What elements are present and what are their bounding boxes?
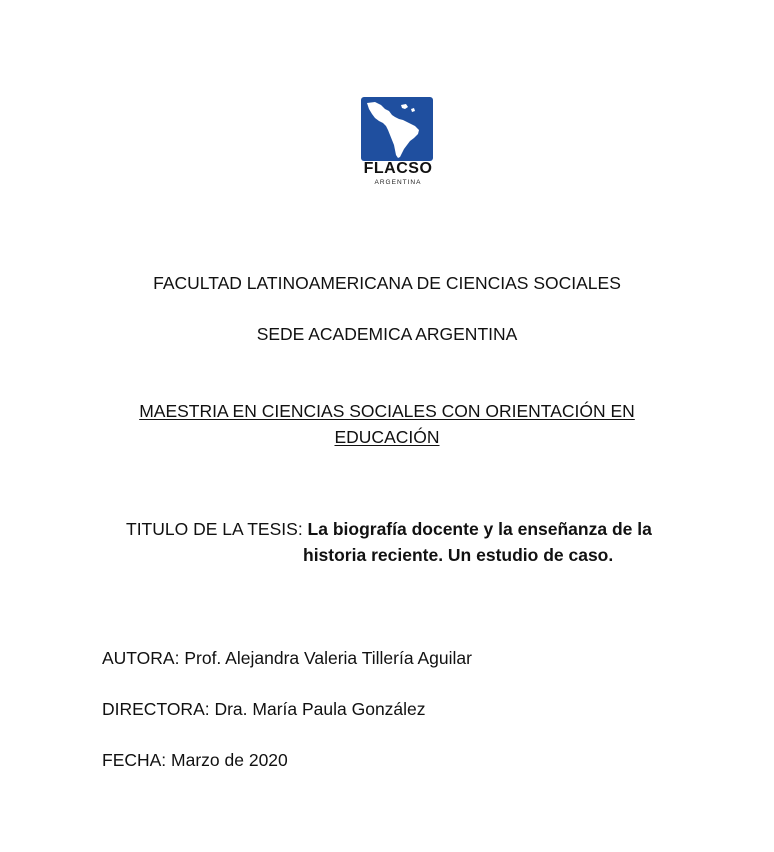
thesis-title-line1: La biografía docente y la enseñanza de la	[307, 519, 652, 539]
flacso-logo	[358, 95, 438, 195]
author-line: AUTORA: Prof. Alejandra Valeria Tillería Aguilar	[102, 648, 472, 668]
program-title-line1: MAESTRIA EN CIENCIAS SOCIALES CON ORIENTACIÓN EN	[139, 401, 635, 421]
director-line: DIRECTORA: Dra. María Paula González	[102, 699, 426, 719]
thesis-title-line2: historia reciente. Un estudio de caso.	[303, 545, 614, 565]
logo-subtitle: ARGENTINA	[374, 179, 422, 186]
logo-wordmark: FLACSO	[363, 160, 433, 177]
thesis-label: TITULO DE LA TESIS:	[126, 519, 308, 539]
date-line: FECHA: Marzo de 2020	[102, 750, 288, 770]
program-title-line2: EDUCACIÓN	[334, 427, 440, 447]
institution-name: FACULTAD LATINOAMERICANA DE CIENCIAS SOCIALES	[153, 273, 621, 293]
sede-name: SEDE ACADEMICA ARGENTINA	[256, 324, 518, 344]
americas-map-icon	[361, 97, 433, 161]
thesis-title-row	[126, 517, 652, 541]
